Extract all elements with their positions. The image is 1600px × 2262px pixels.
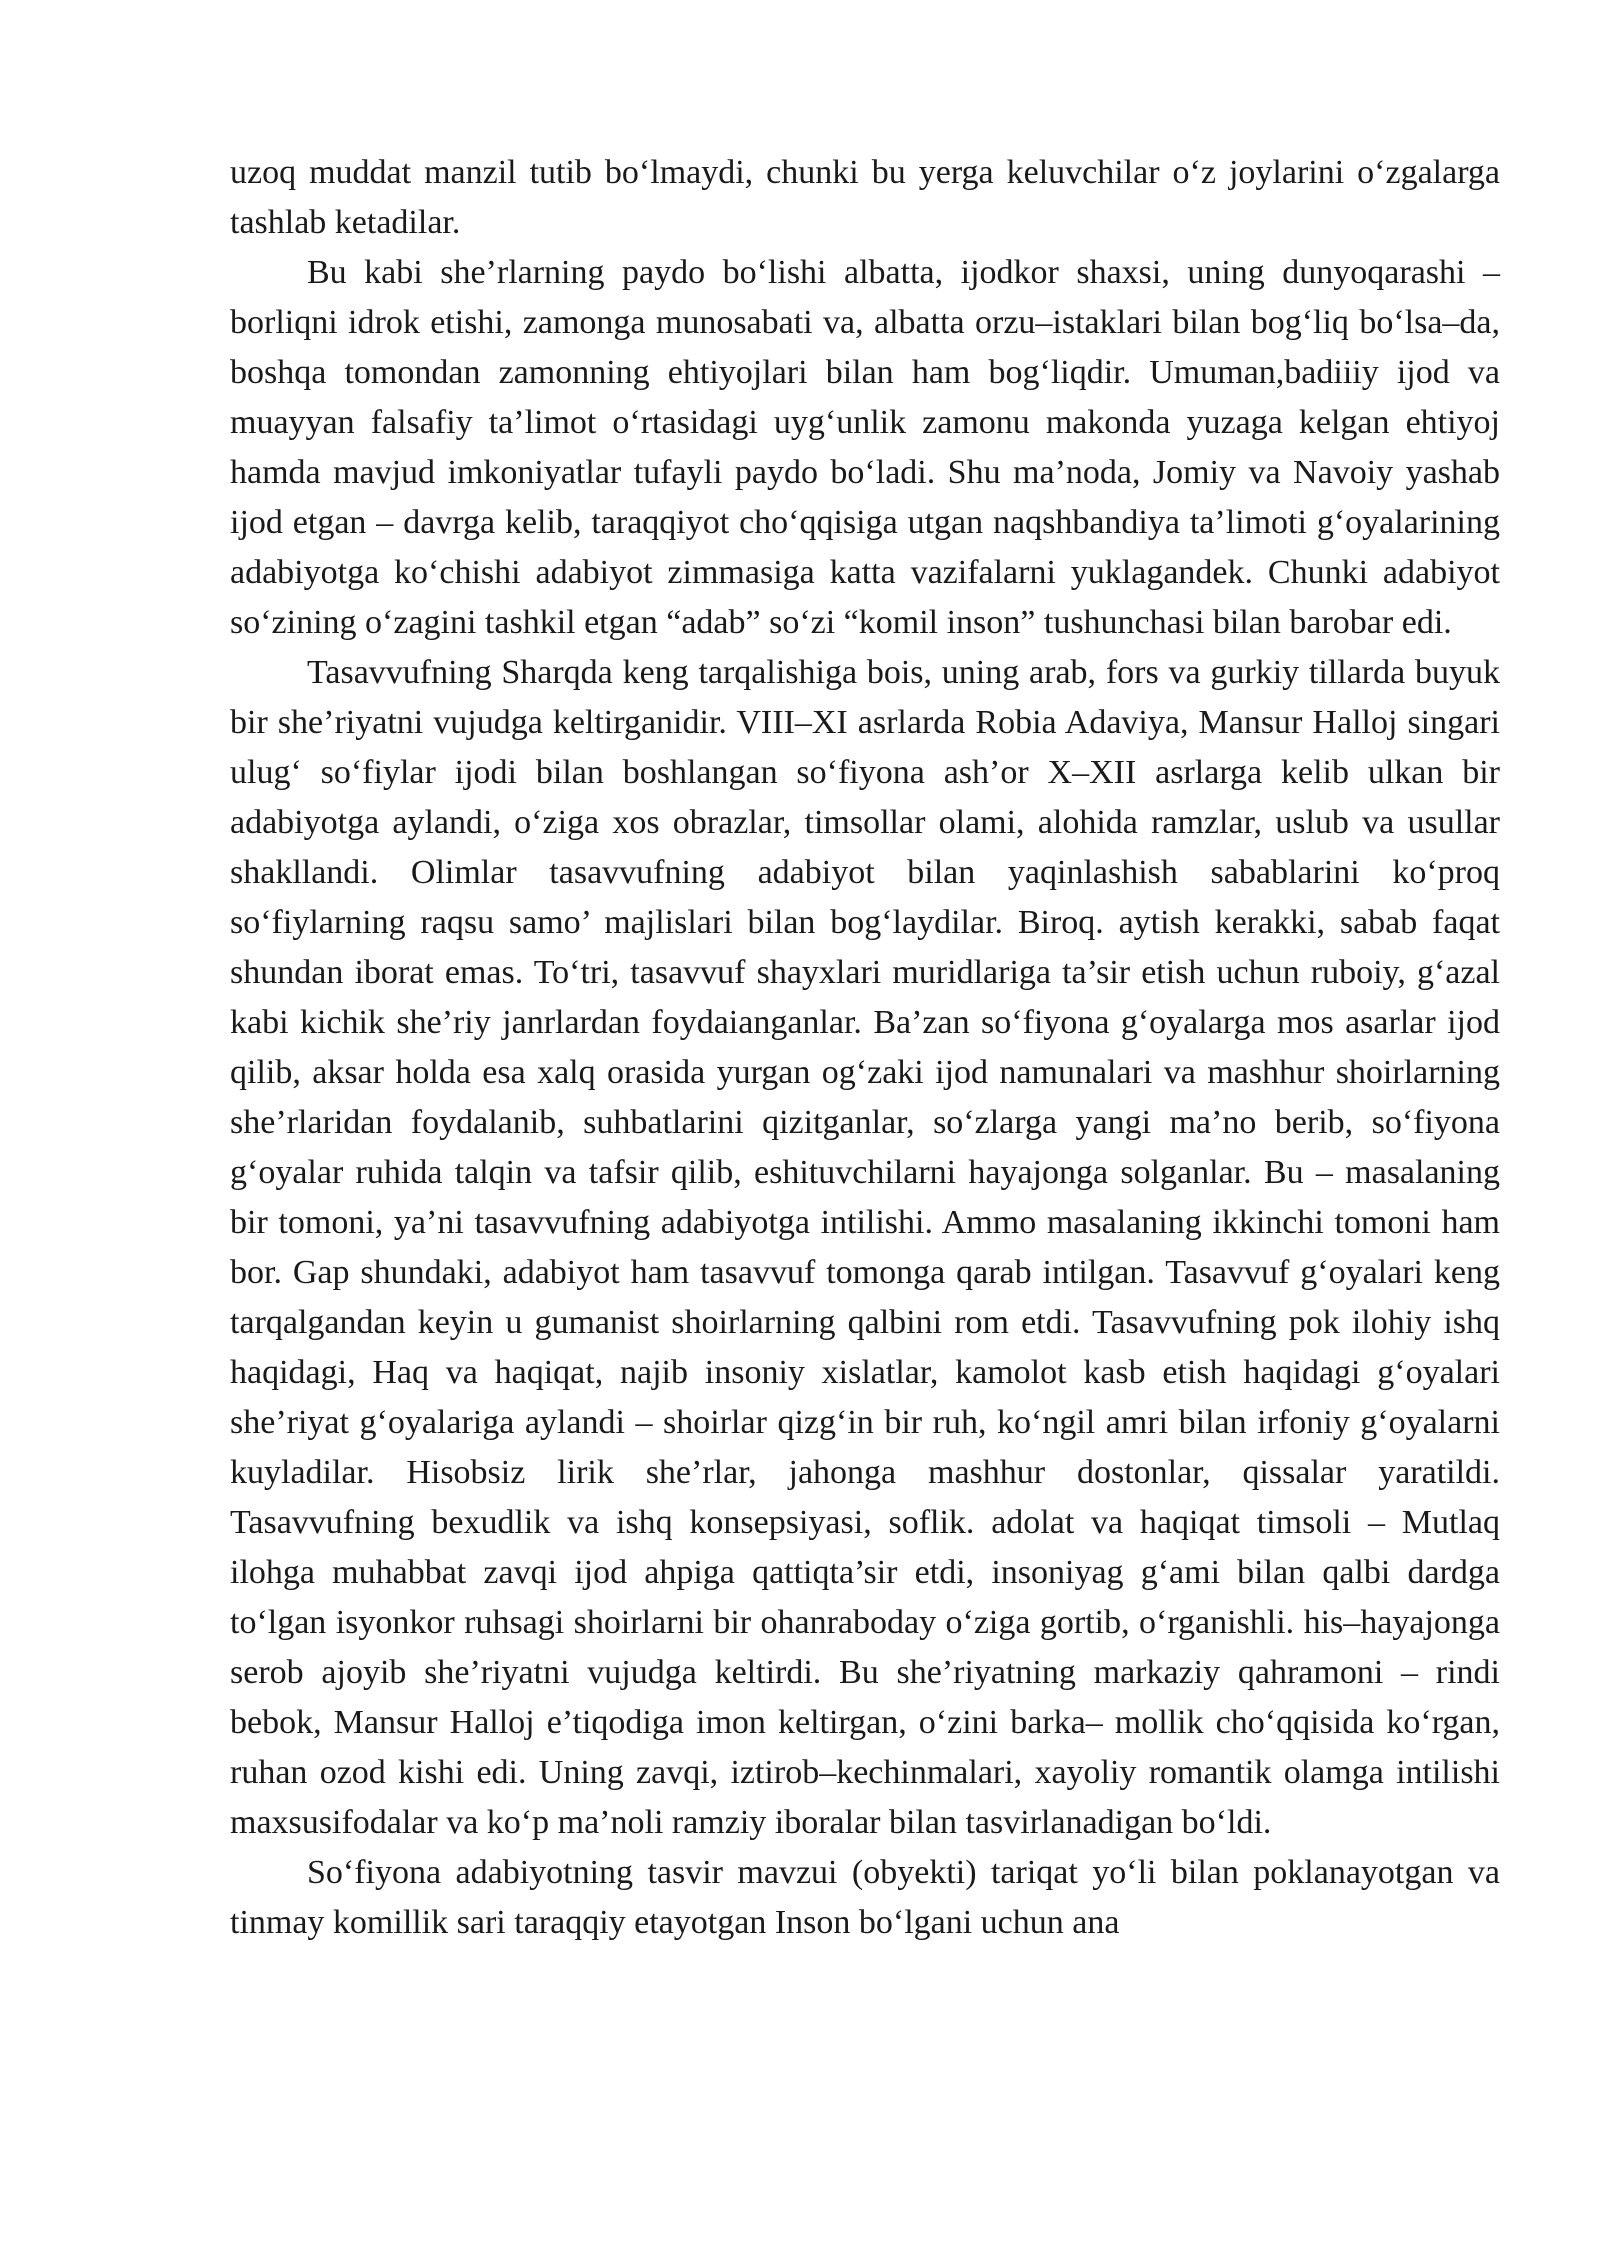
document-page — [230, 148, 1500, 1948]
paragraph-continued: uzoq muddat manzil tutib bo‘lmaydi, chunki bu yerga keluvchilar o‘z joylarini o‘zgalarga tashlab ketadilar. — [230, 154, 1500, 241]
paragraph-poem-origins: Bu kabi she’rlarning paydo bo‘lishi albatta, ijodkor shaxsi, uning dunyoqarashi – borliqni idrok etishi, zamonga munosabati va, albatta orzu–istaklari bilan bog‘liq bo‘lsa–da, boshqa tomondan zamonning ehtiyojlari bilan ham bog‘liqdir. Umuman,badiiiy ijod va muayyan falsafiy ta’limot o‘rtasidagi uyg‘unlik zamonu makonda yuzaga kelgan ehtiyoj hamda mavjud imkoniyatlar tufayli paydo bo‘ladi. Shu ma’noda, Jomiy va Navoiy yashab ijod etgan – davrga kelib, taraqqiyot cho‘qqisiga utgan naqshbandiya ta’limoti g‘oyalarining adabiyotga ko‘chishi adabiyot zimmasiga katta vazifalarni yuklagandek. Chunki adabiyot so‘zining o‘zagini tashkil etgan “adab” so‘zi “komil inson” tushunchasi bilan barobar edi. — [230, 254, 1500, 641]
paragraph-sufi-literature-subject: So‘fiyona adabiyotning tasvir mavzui (obyekti) tariqat yo‘li bilan poklanayotgan va tinmay komillik sari taraqqiy etayotgan Inson bo‘lgani uchun ana — [230, 1854, 1500, 1941]
paragraph-sufism-literature: Tasavvufning Sharqda keng tarqalishiga bois, uning arab, fors va gurkiy tillarda buyuk bir she’riyatni vujudga keltirganidir. VIII–XI asrlarda Robia Adaviya, Mansur Halloj singari ulug‘ so‘fiylar ijodi bilan boshlangan so‘fiyona ash’or X–XII asrlarga kelib ulkan bir adabiyotga aylandi, o‘ziga xos obrazlar, timsollar olami, alohida ramzlar, uslub va usullar shakllandi. Olimlar tasavvufning adabiyot bilan yaqinlashish sabablarini ko‘proq so‘fiylarning raqsu samo’ majlislari bilan bog‘laydilar. Biroq. aytish kerakki, sabab faqat shundan iborat emas. To‘tri, tasavvuf shayxlari muridlariga ta’sir etish uchun ruboiy, g‘azal kabi kichik she’riy janrlardan foydaianganlar. Ba’zan so‘fiyona g‘oyalarga mos asarlar ijod qilib, aksar holda esa xalq orasida yurgan og‘zaki ijod namunalari va mashhur shoirlarning she’rlaridan foydalanib, suhbatlarini qizitganlar, so‘zlarga yangi ma’no berib, so‘fiyona g‘oyalar ruhida talqin va tafsir qilib, eshituvchilarni hayajonga solganlar. Bu – masalaning bir tomoni, ya’ni tasavvufning adabiyotga intilishi. Ammo masalaning ikkinchi tomoni ham bor. Gap shundaki, adabiyot ham tasavvuf tomonga qarab intilgan. Tasavvuf g‘oyalari keng tarqalgandan keyin u gumanist shoirlarning qalbini rom etdi. Tasavvufning pok ilohiy ishq haqidagi, Haq va haqiqat, najib insoniy xislatlar, kamolot kasb etish haqidagi g‘oyalari she’riyat g‘oyalariga aylandi – shoirlar qizg‘in bir ruh, ko‘ngil amri bilan irfoniy g‘oyalarni kuyladilar. Hisobsiz lirik she’rlar, jahonga mashhur dostonlar, qissalar yaratildi. Tasavvufning bexudlik va ishq konsepsiyasi, soflik. adolat va haqiqat timsoli – Mutlaq ilohga muhabbat zavqi ijod ahpiga qattiqta’sir etdi, insoniyag g‘ami bilan qalbi dardga to‘lgan isyonkor ruhsagi shoirlarni bir ohanraboday o‘ziga gortib, o‘rganishli. his–hayajonga serob ajoyib she’riyatni vujudga keltirdi. Bu she’riyatning markaziy qahramoni – rindi bebok, Mansur Halloj e’tiqodiga imon keltirgan, o‘zini barka– mollik cho‘qqisida ko‘rgan, ruhan ozod kishi edi. Uning zavqi, iztirob–kechinmalari, xayoliy romantik olamga intilishi maxsusifodalar va ko‘p ma’noli ramziy iboralar bilan tasvirlanadigan bo‘ldi. — [230, 654, 1500, 1841]
